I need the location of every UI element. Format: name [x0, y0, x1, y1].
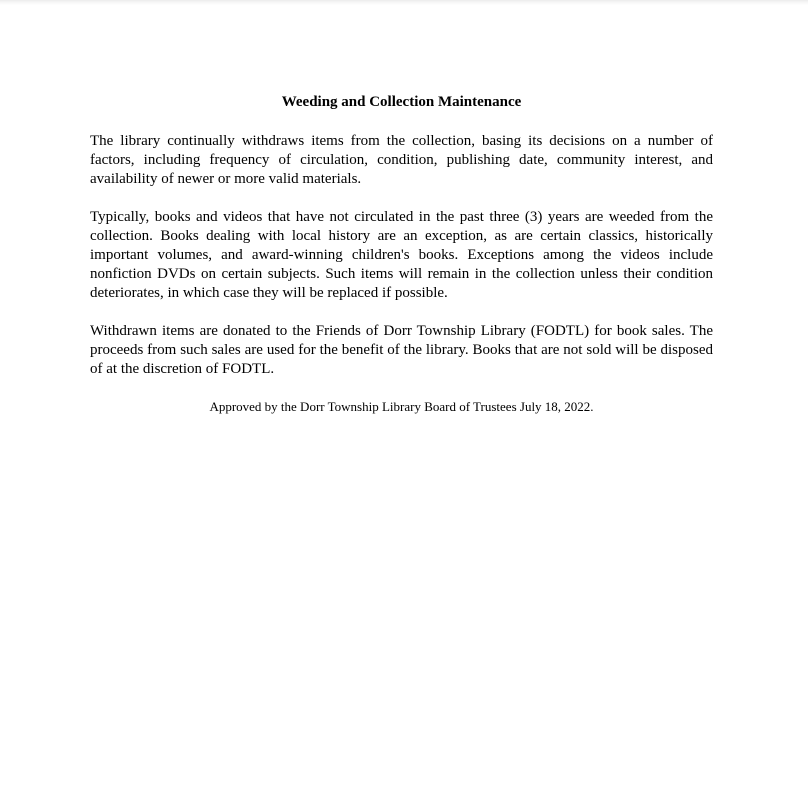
paragraph-donation-disposal: Withdrawn items are donated to the Friends of Dorr Township Library (FODTL) for book sales. The proceeds from such sales are used for the benefit of the library. Books that are not sold will be disposed of at the discretion of FODTL. [90, 323, 713, 377]
approval-line: Approved by the Dorr Township Library Board of Trustees July 18, 2022. [209, 399, 594, 414]
page-title: Weeding and Collection Maintenance [281, 94, 522, 110]
paragraph-withdrawal-policy: The library continually withdraws items from the collection, basing its decisions on a number of factors, including frequency of circulation, condition, publishing date, community interest, and availability of newer or more valid materials. [90, 133, 713, 187]
paragraph-weeding-criteria: Typically, books and videos that have not circulated in the past three (3) years are weeded from the collection. Books dealing with local history are an exception, as are certain classics, historically important volumes, and award-winning children's books. Exceptions among the videos include nonfiction DVDs on certain subjects. Such items will remain in the collection unless their condition deteriorates, in which case they will be replaced if possible. [90, 209, 713, 301]
